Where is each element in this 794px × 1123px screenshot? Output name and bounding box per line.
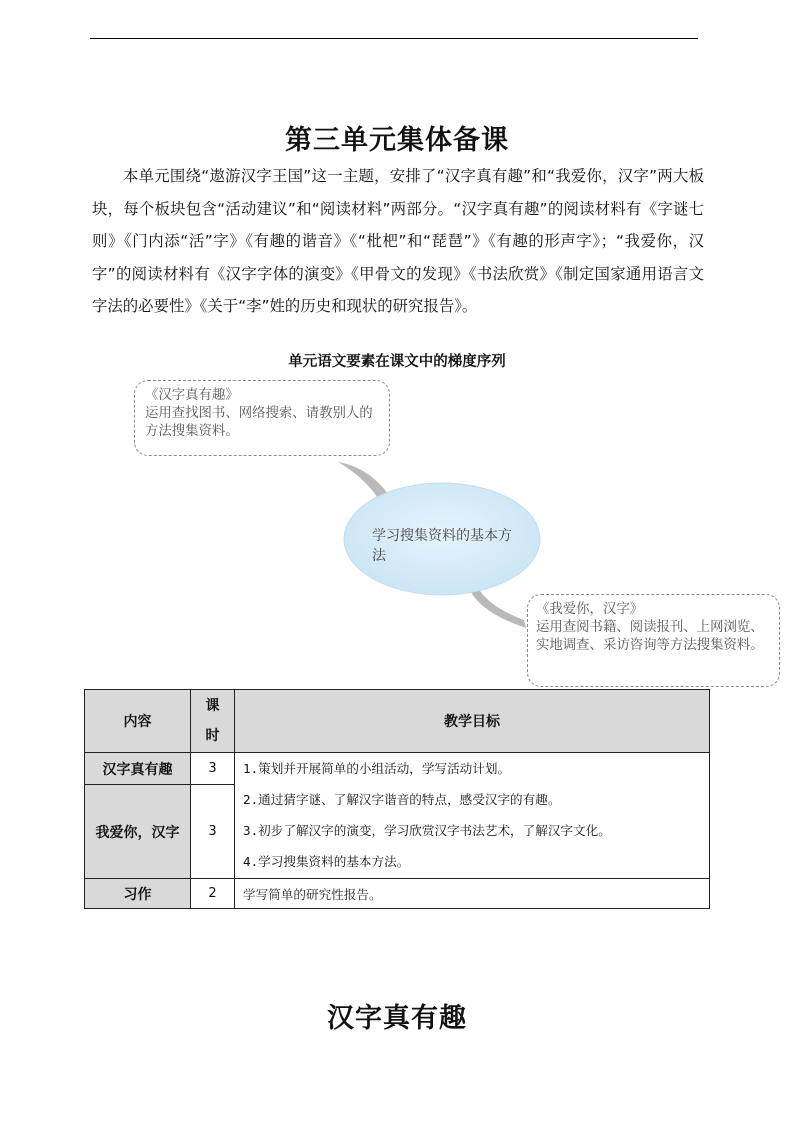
diagram-title: 单元语文要素在课文中的梯度序列 [288,354,506,370]
center-bubble-text: 学习搜集资料的基本方法 [372,528,512,564]
goal-item-3: 3.初步了解汉字的演变，学习欣赏汉字书法艺术，了解汉字文化。 [243,823,611,838]
row3-hours: 2 [191,879,235,909]
box1-text: 运用查找图书、网络搜索、请教别人的方法搜集资料。 [145,406,373,439]
goal-item-2: 2.通过猜字谜、了解汉字谐音的特点，感受汉字的有趣。 [243,792,561,807]
header-goals: 教学目标 [235,690,710,753]
header-hours-line2: 时 [205,728,220,744]
section-title: 汉字真有趣 [327,1003,467,1034]
row3-content: 习作 [85,879,191,909]
table-header-row [85,690,710,753]
teaching-plan-table [84,689,710,909]
table-row [85,879,710,909]
topic-box-hanzi-youqu [134,380,390,456]
row2-hours: 3 [191,785,235,879]
header-hours [191,690,235,753]
page-title: 第三单元集体备课 [285,125,509,156]
goals-cell [235,753,710,879]
goal-item-1: 1.策划并开展简单的小组活动，学写活动计划。 [243,761,511,776]
row1-hours: 3 [191,753,235,785]
header-hours-line1: 课 [205,698,220,714]
intro-paragraph: 本单元围绕“遨游汉字王国”这一主题，安排了“汉字真有趣”和“我爱你，汉字”两大板块，每个板块包含“活动建议”和“阅读材料”两部分。“汉字真有趣”的阅读材料有《字谜七则》《门内添“活”字》《有趣的谐音》《“枇杷”和“琵琶”》《有趣的形声字》；“我爱你，汉字”的阅读材料有《汉字字体的演变》《甲骨文的发现》《书法欣赏》《制定国家通用语言文字法的必要性》《关于“李”姓的历史和现状的研究报告》。 [92,167,704,315]
box1-title: 《汉字真有趣》 [145,388,239,403]
writing-goal: 学写简单的研究性报告。 [235,879,710,909]
box2-title: 《我爱你，汉字》 [536,602,644,617]
box2-text: 运用查阅书籍、阅读报刊、上网浏览、实地调查、采访咨询等方法搜集资料。 [536,620,764,653]
header-content: 内容 [85,690,191,753]
table-row [85,753,710,785]
topic-box-woaini-hanzi [527,594,780,687]
row2-content: 我爱你，汉字 [85,785,191,879]
row1-content: 汉字真有趣 [85,753,191,785]
goal-item-4: 4.学习搜集资料的基本方法。 [243,854,410,869]
